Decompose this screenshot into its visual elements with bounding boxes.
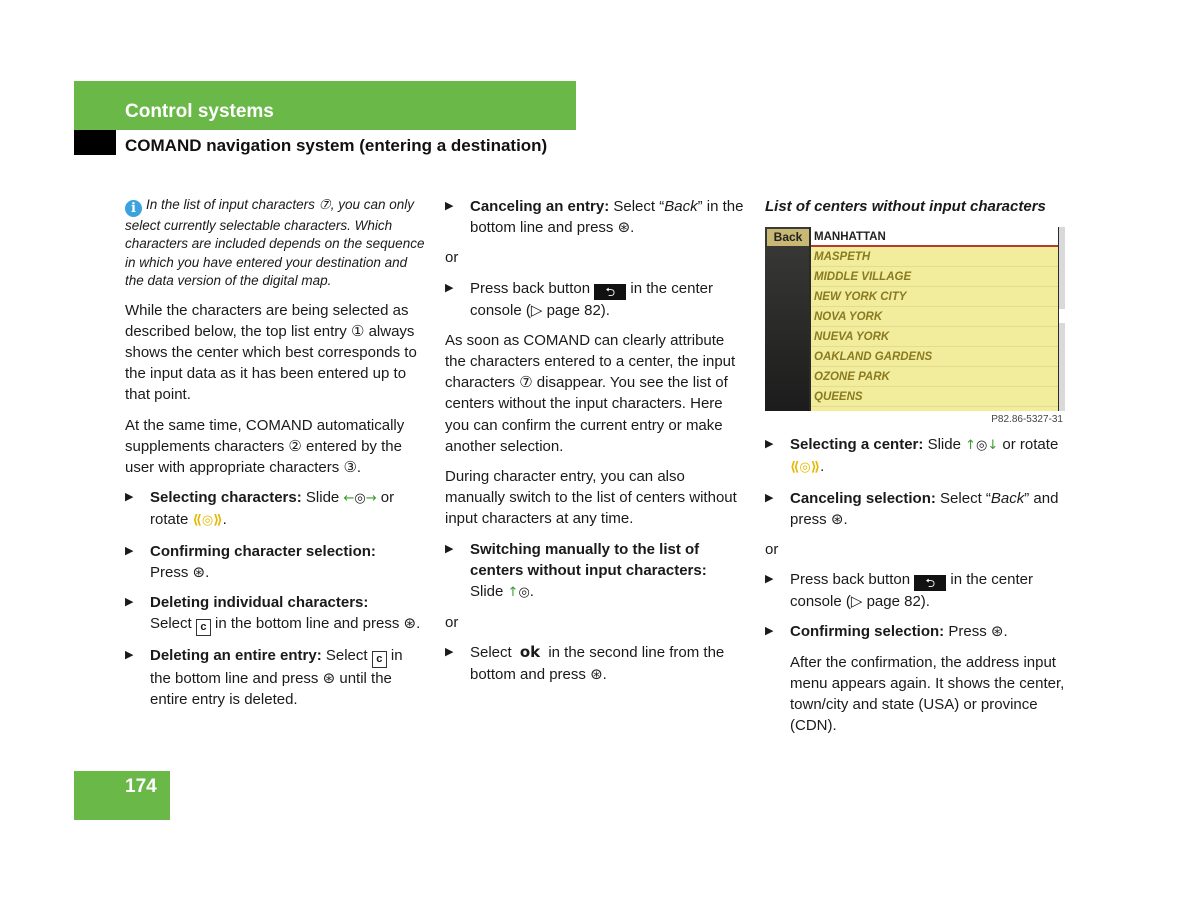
- bullet-canceling-entry: ▶ Canceling an entry: Select “Back” in the bottom line and press ⊛.: [445, 196, 745, 238]
- column-1: [125, 196, 425, 720]
- controller-rotate-icon: ⟪◎⟫: [192, 513, 223, 529]
- controller-press-icon: ⊛: [617, 218, 631, 237]
- controller-press-icon: ⊛: [830, 509, 844, 528]
- column-3: [765, 196, 1067, 745]
- paragraph: While the characters are being selected as described below, the top list entry ① always shows the center which best corresponds to the input data as it has been entered up to that point.: [125, 301, 417, 404]
- controller-press-icon: ⊛: [192, 562, 206, 581]
- or-text: or: [445, 249, 459, 267]
- controller-press-icon: ⊛: [990, 622, 1004, 641]
- or-text: or: [765, 541, 779, 559]
- paragraph: During character entry, you can also manually switch to the list of centers without input characters at any time.: [445, 468, 737, 528]
- bullet-back-button: ▶ Press back button ⮌ in the center console (▷ page 82).: [765, 569, 1067, 612]
- bullet-confirming-selection: ▶ Confirming character selection: Press ⊛.: [125, 541, 425, 583]
- list-item[interactable]: OAKLAND GARDENS: [811, 347, 1058, 367]
- bullet-deleting-entry: ▶ Deleting an entire entry: Select c in the bottom line and press ⊛ until the entire entry is deleted.: [125, 645, 425, 710]
- back-button-icon: ⮌: [914, 575, 946, 591]
- controller-slide-icon: ←◎→: [343, 491, 377, 507]
- page-number: 174: [125, 776, 157, 797]
- c-key: c: [196, 619, 211, 636]
- bullet-selecting-characters: ▶ Selecting characters: Slide ←◎→ or rotate ⟪◎⟫.: [125, 487, 425, 531]
- or-text: or: [445, 614, 459, 632]
- list-item[interactable]: OZONE PARK: [811, 367, 1058, 387]
- list-item[interactable]: MASPETH: [811, 247, 1058, 267]
- bullet-confirming-selection: ▶ Confirming selection: Press ⊛.: [765, 621, 1067, 642]
- figure-caption: List of centers without input characters: [765, 198, 1046, 215]
- list-item[interactable]: NOVA YORK: [811, 307, 1058, 327]
- controller-rotate-icon: ⟪◎⟫: [790, 460, 821, 476]
- bullet-select-ok: ▶ Select ok in the second line from the bottom and press ⊛.: [445, 642, 745, 684]
- back-button-icon: ⮌: [594, 284, 626, 300]
- controller-press-icon: ⊛: [403, 614, 417, 633]
- info-icon: i: [125, 200, 142, 217]
- paragraph: At the same time, COMAND automatically supplements characters ② entered by the user with appropriate characters ③.: [125, 416, 405, 477]
- section-title: Control systems: [125, 101, 274, 122]
- c-key: c: [372, 651, 387, 668]
- image-reference: P82.86-5327-31: [991, 414, 1063, 426]
- subsection-title: COMAND navigation system (entering a destination): [125, 136, 548, 155]
- bullet-selecting-center: ▶ Selecting a center: Slide ↑◎↓ or rotate ⟪◎⟫.: [765, 434, 1067, 478]
- list-item[interactable]: NUEVA YORK: [811, 327, 1058, 347]
- info-note: i In the list of input characters ⑦, you can only select currently selectable characters. Which characters are included depends on the sequence in which you have entered your destination and the data version of the digital map.: [125, 197, 425, 289]
- list-item[interactable]: MANHATTAN: [811, 227, 1058, 247]
- list-item[interactable]: MIDDLE VILLAGE: [811, 267, 1058, 287]
- screen-back-button[interactable]: Back: [767, 229, 809, 246]
- screen-sidebar: [765, 227, 809, 411]
- controller-press-icon: ⊛: [590, 664, 603, 683]
- bullet-back-button: ▶ Press back button ⮌ in the center console (▷ page 82).: [445, 278, 745, 321]
- controller-slide-icon: ↑◎: [507, 585, 530, 601]
- bullet-deleting-characters: ▶ Deleting individual characters: Select c in the bottom line and press ⊛.: [125, 592, 425, 636]
- list-item[interactable]: QUEENS: [811, 387, 1058, 407]
- bullet-switching-list: ▶ Switching manually to the list of centers without input characters: Slide ↑◎.: [445, 539, 745, 604]
- column-2: [445, 196, 745, 694]
- bullet-canceling-selection: ▶ Canceling selection: Select “Back” and press ⊛.: [765, 488, 1067, 530]
- list-item[interactable]: NEW YORK CITY: [811, 287, 1058, 307]
- header-marker: [74, 130, 116, 155]
- center-list: [811, 227, 1058, 411]
- paragraph: After the confirmation, the address input menu appears again. It shows the center, town/city and state (USA) or province (CDN).: [790, 653, 1065, 735]
- controller-press-icon: ⊛: [322, 669, 336, 688]
- paragraph: As soon as COMAND can clearly attribute the characters entered to a center, the input characters ⑦ disappear. You see the list of centers without the input characters. Here you can confirm the current entry or make another selection.: [445, 331, 736, 455]
- scrollbar[interactable]: [1059, 227, 1065, 411]
- ok-key: ok: [519, 643, 541, 662]
- comand-screen: [765, 227, 1065, 411]
- scrollbar-thumb[interactable]: [1059, 309, 1065, 323]
- controller-slide-icon: ↑◎↓: [965, 438, 999, 454]
